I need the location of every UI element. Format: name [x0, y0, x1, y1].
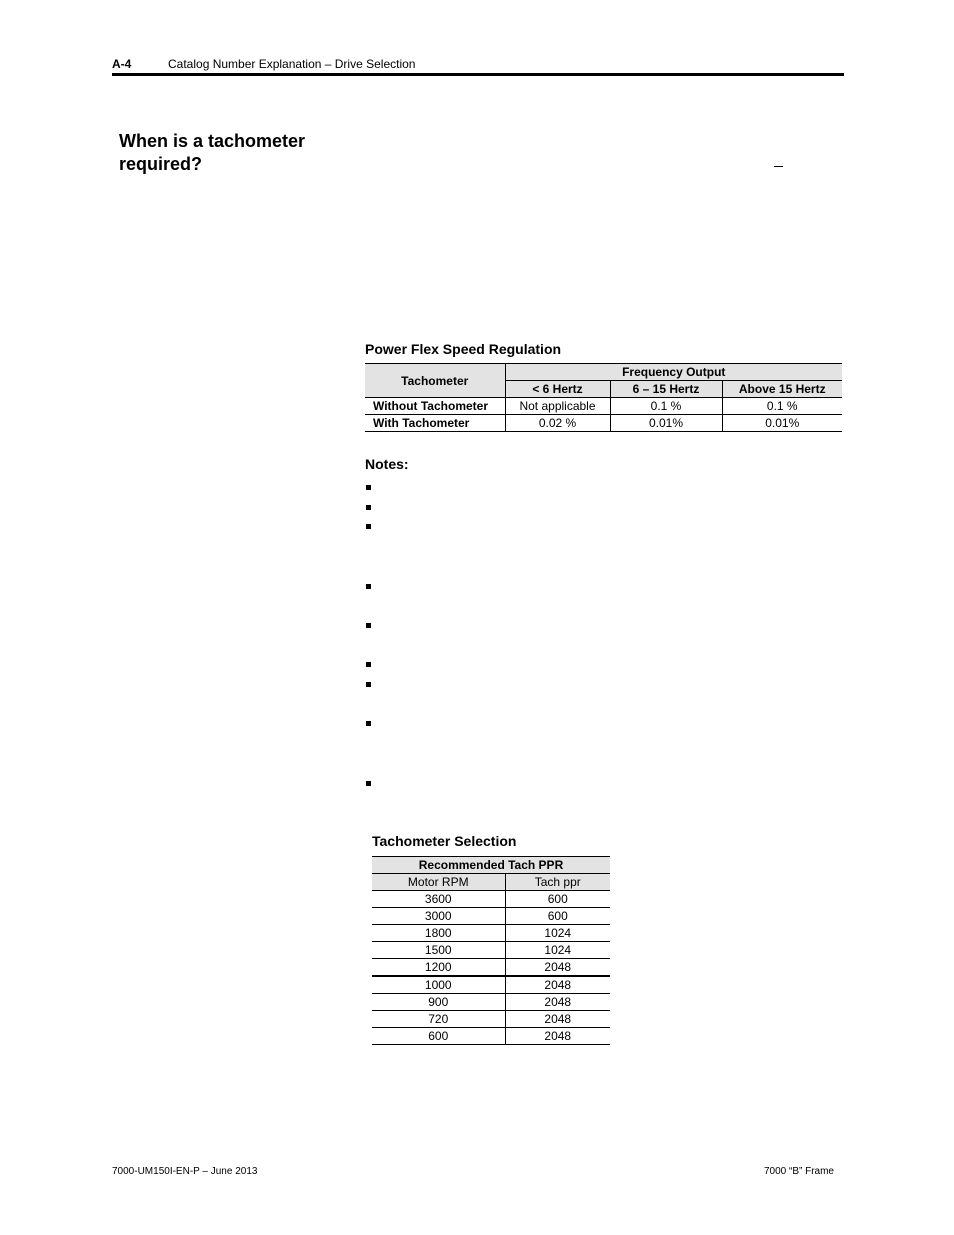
table-row [372, 942, 610, 959]
list-bullet [366, 485, 371, 490]
column-header: Above 15 Hertz [722, 381, 842, 398]
footer-product: 7000 “B” Frame [763, 1166, 834, 1177]
page-number: A-4 [112, 57, 132, 71]
column-header: Tach ppr [505, 874, 610, 891]
list-bullet [366, 623, 371, 628]
row-label: With Tachometer [365, 415, 505, 432]
speed-regulation-table [365, 363, 842, 432]
table-cell: 1024 [505, 925, 610, 942]
table-cell: 600 [505, 908, 610, 925]
table-cell: 2048 [505, 994, 610, 1011]
table-cell: 1800 [372, 925, 505, 942]
table-cell: 1000 [372, 976, 505, 994]
table-cell: 0.01% [722, 415, 842, 432]
running-header-title: Catalog Number Explanation – Drive Selection [168, 57, 416, 71]
table-cell: 1024 [505, 942, 610, 959]
notes-heading: Notes: [365, 456, 409, 472]
table-row [372, 976, 610, 994]
table-cell: 600 [372, 1028, 505, 1045]
list-bullet [366, 524, 371, 529]
table-cell: 0.1 % [722, 398, 842, 415]
table-cell: 0.02 % [505, 415, 610, 432]
footer-publication: 7000-UM150I-EN-P – June 2013 [112, 1166, 258, 1177]
table-cell: 2048 [505, 976, 610, 994]
list-bullet [366, 721, 371, 726]
table-cell: 0.01% [610, 415, 722, 432]
table-row [372, 925, 610, 942]
list-bullet [366, 662, 371, 667]
table-header-tachometer: Tachometer [365, 364, 505, 398]
table-row [372, 891, 610, 908]
table-cell: 3000 [372, 908, 505, 925]
row-label: Without Tachometer [365, 398, 505, 415]
table-row [372, 1011, 610, 1028]
table-cell: 900 [372, 994, 505, 1011]
table-row [372, 908, 610, 925]
list-bullet [366, 781, 371, 786]
list-bullet [366, 584, 371, 589]
header-rule [112, 73, 844, 76]
table-cell: 3600 [372, 891, 505, 908]
column-header: 6 – 15 Hertz [610, 381, 722, 398]
table-cell: 2048 [505, 1028, 610, 1045]
table-row [372, 1028, 610, 1045]
table-header-recommended-ppr: Recommended Tach PPR [372, 857, 610, 874]
table-row [365, 415, 842, 432]
tach-selection-caption: Tachometer Selection [372, 833, 517, 849]
speed-regulation-caption: Power Flex Speed Regulation [365, 341, 562, 357]
list-bullet [366, 505, 371, 510]
table-row [372, 994, 610, 1011]
table-cell: 2048 [505, 959, 610, 977]
tach-selection-table [372, 856, 610, 1045]
table-row [372, 959, 610, 977]
table-cell: 1200 [372, 959, 505, 977]
table-cell: 720 [372, 1011, 505, 1028]
column-header: < 6 Hertz [505, 381, 610, 398]
section-heading: When is a tachometer required? [119, 131, 306, 174]
table-header-frequency-output: Frequency Output [505, 364, 842, 381]
table-cell: 600 [505, 891, 610, 908]
table-cell: 0.1 % [610, 398, 722, 415]
table-cell: 1500 [372, 942, 505, 959]
table-cell: 2048 [505, 1011, 610, 1028]
decorative-dash [774, 166, 783, 167]
list-bullet [366, 682, 371, 687]
column-header: Motor RPM [372, 874, 505, 891]
table-row [365, 398, 842, 415]
table-cell: Not applicable [505, 398, 610, 415]
